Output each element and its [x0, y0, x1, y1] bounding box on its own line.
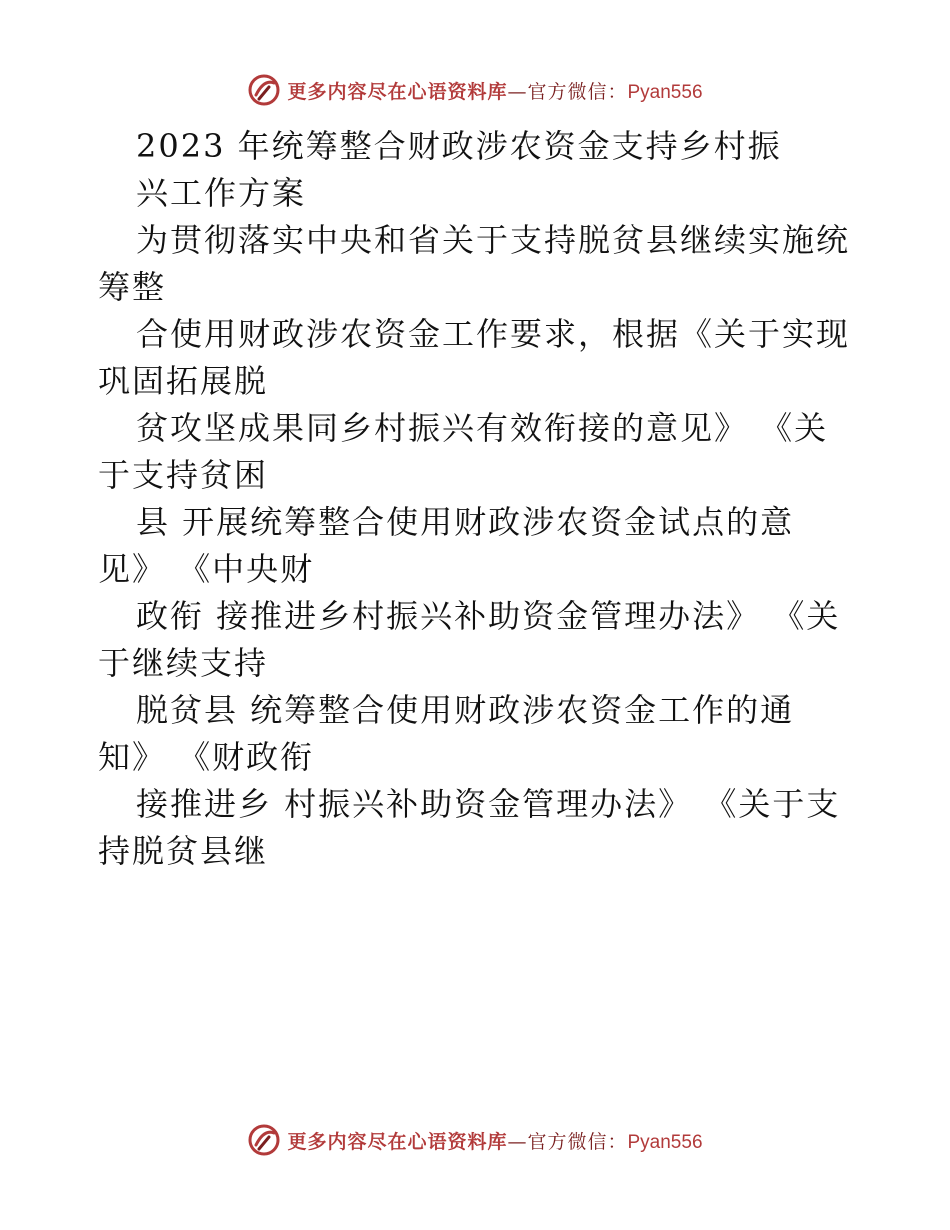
doc-line: 贫攻坚成果同乡村振兴有效衔接的意见》 《关 [136, 409, 829, 447]
header-banner-main: 更多内容尽在心语资料库 [287, 80, 508, 103]
footer-banner-id: Pyan556 [627, 1131, 703, 1153]
doc-line: 政衔 接推进乡村振兴补助资金管理办法》 《关 [136, 597, 841, 635]
doc-line: 见》 《中央财 [98, 550, 315, 588]
logo-icon [247, 1123, 281, 1157]
doc-line: 县 开展统筹整合使用财政涉农资金试点的意 [136, 503, 795, 541]
doc-line: 于继续支持 [98, 644, 269, 682]
footer-banner-text [287, 1127, 702, 1154]
footer-banner-main: 更多内容尽在心语资料库 [287, 1130, 508, 1153]
header-banner-text [287, 77, 702, 104]
doc-line: 为贯彻落实中央和省关于支持脱贫县继续实施统 [136, 221, 851, 259]
header-banner-id: Pyan556 [627, 81, 703, 103]
doc-line: 接推进乡 村振兴补助资金管理办法》 《关于支 [136, 785, 841, 823]
doc-line: 筹整 [98, 268, 167, 306]
footer-watermark-banner [0, 1120, 950, 1160]
doc-line-title-1: 2023 年统筹整合财政涉农资金支持乡村振 [136, 127, 782, 165]
doc-line-title-2: 兴工作方案 [136, 174, 307, 212]
logo-icon [247, 73, 281, 107]
doc-line: 合使用财政涉农资金工作要求，根据《关于实现 [136, 315, 851, 353]
doc-line: 持脱贫县继 [98, 832, 269, 870]
header-banner-contact: —官方微信： [507, 80, 628, 103]
doc-line: 巩固拓展脱 [98, 362, 269, 400]
doc-line: 于支持贫困 [98, 456, 269, 494]
document-body [0, 123, 950, 875]
doc-line: 脱贫县 统筹整合使用财政涉农资金工作的通 [136, 691, 795, 729]
header-watermark-banner [0, 70, 950, 110]
doc-line: 知》 《财政衔 [98, 738, 315, 776]
footer-banner-contact: —官方微信： [507, 1130, 628, 1153]
